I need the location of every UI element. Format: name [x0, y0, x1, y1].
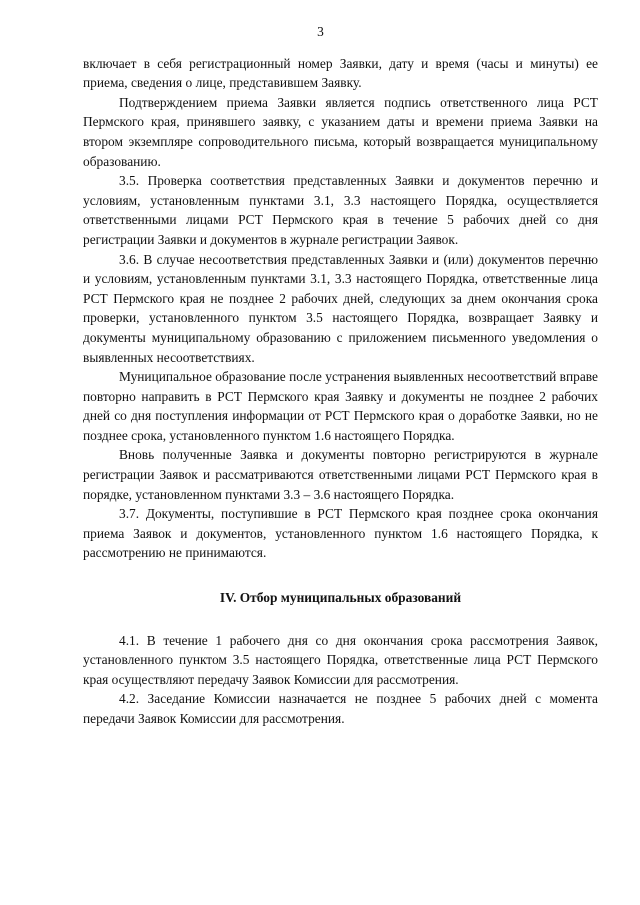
paragraph-3-7: 3.7. Документы, поступившие в РСТ Пермского края позднее срока окончания приема Заявок и документов, установленного пунктом 1.6 настоящего Порядка, к рассмотрению не принимаются.: [83, 506, 598, 561]
paragraph-4-1: 4.1. В течение 1 рабочего дня со дня окончания срока рассмотрения Заявок, установленного пунктом 3.5 настоящего Порядка, ответственные лица РСТ Пермского края осуществляют передачу Заявок Комиссии для рассмотрения.: [83, 632, 598, 687]
paragraph-3-6: 3.6. В случае несоответствия представленных Заявки и (или) документов перечню и условиям, установленным пунктами 3.1, 3.3 настоящего Порядка, ответственные лица РСТ Пермского края не позднее 2 рабочих дней, следующих за днем окончания срока проверки, установленного пунктом 3.5 настоящего Порядка, возвращает Заявку и документы муниципальному образованию с приложением письменного уведомления о выявленных несоответствиях.: [83, 251, 598, 365]
paragraph: Подтверждением приема Заявки является подпись ответственного лица РСТ Пермского края, принявшего заявку, с указанием даты и времени приема Заявки на втором экземпляре сопроводительного письма, который возвращается муниципальному образованию.: [83, 94, 598, 169]
paragraph: включает в себя регистрационный номер Заявки, дату и время (часы и минуты) ее приема, сведения о лице, представившем Заявку.: [83, 55, 598, 91]
paragraph: Вновь полученные Заявка и документы повторно регистрируются в журнале регистрации Заявок и рассматриваются ответственными лицами РСТ Пермского края в порядке, установленном пунктами 3.3 – 3.6 настоящего Порядка.: [83, 447, 598, 502]
section-heading: IV. Отбор муниципальных образований: [219, 590, 462, 606]
page-number: 3: [317, 24, 324, 39]
paragraph: Муниципальное образование после устранения выявленных несоответствий вправе повторно направить в РСТ Пермского края Заявку и документы не позднее 2 рабочих дней со дня поступления информации от РСТ Пермского края о доработке Заявки, но не позднее срока, установленного пунктом 1.6 настоящего Порядка.: [83, 369, 598, 443]
paragraph-3-5: 3.5. Проверка соответствия представленных Заявки и документов перечню и условиям, установленным пунктами 3.1, 3.3 настоящего Порядка, осуществляется ответственными лицами РСТ Пермского края в течение 5 рабочих дней со дня регистрации Заявки и документов в журнале регистрации Заявок.: [83, 173, 598, 247]
paragraph-4-2: 4.2. Заседание Комиссии назначается не позднее 5 рабочих дней с момента передачи Заявок Комиссии для рассмотрения.: [83, 691, 598, 726]
